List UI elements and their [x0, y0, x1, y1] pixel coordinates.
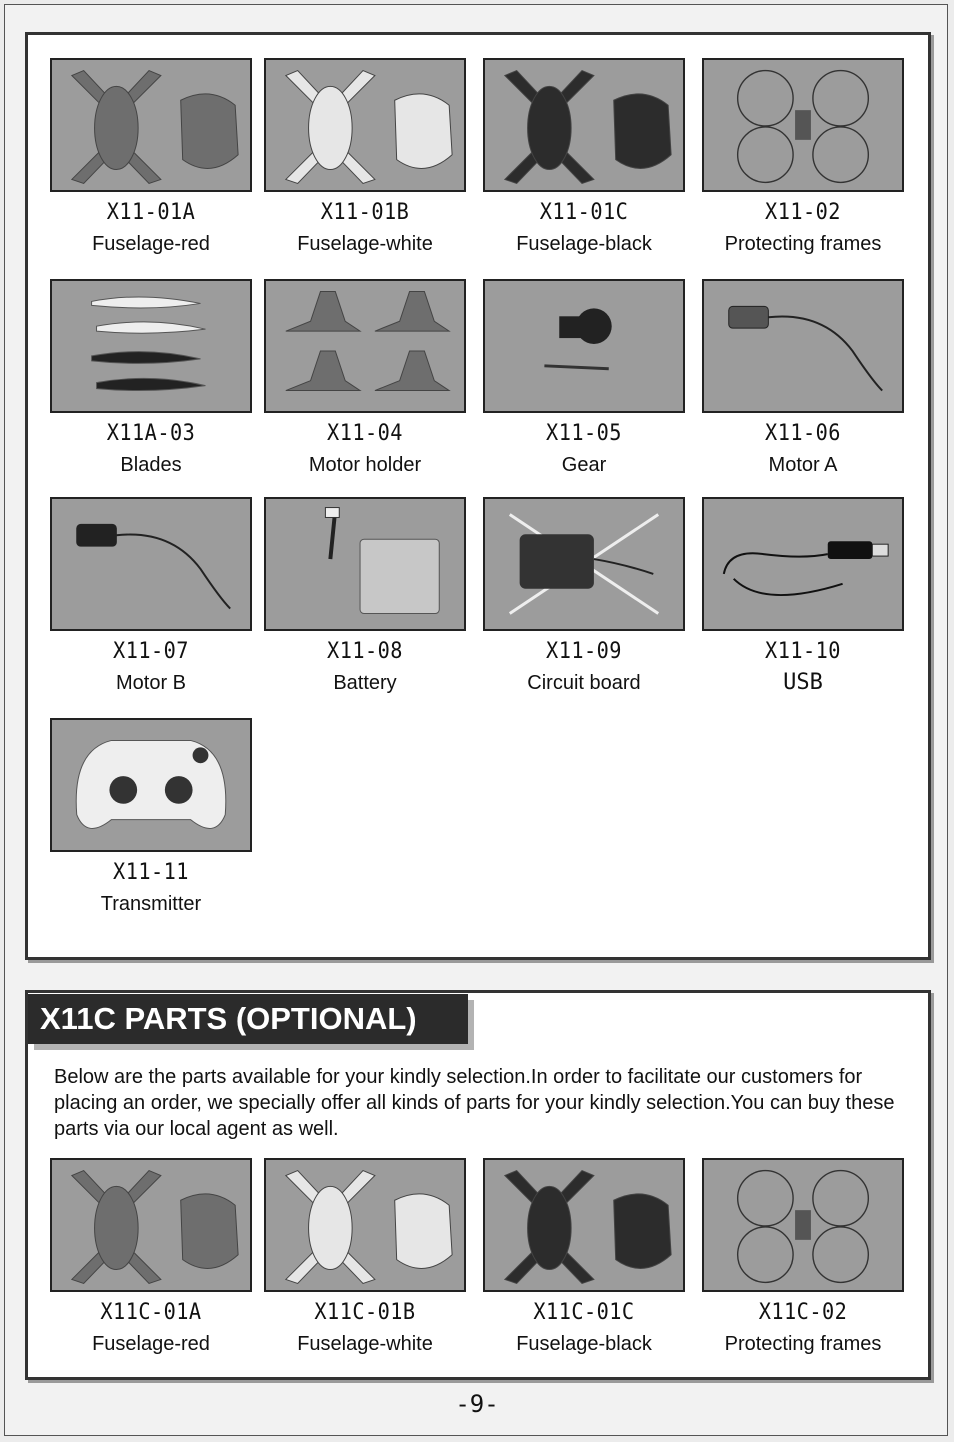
part-item [50, 279, 252, 477]
part-item [50, 58, 252, 256]
part-label: Fuselage-black [516, 1333, 652, 1355]
part-label: Motor B [115, 672, 187, 694]
part-code: X11-06 [765, 421, 841, 446]
part-code: X11-10 [765, 639, 841, 664]
part-item [483, 497, 685, 695]
part-code: X11-07 [113, 639, 189, 664]
part-item [50, 1158, 252, 1356]
part-item [702, 58, 904, 256]
part-photo [50, 497, 252, 631]
part-code: X11C-01C [533, 1300, 635, 1325]
part-photo [702, 58, 904, 192]
part-illustration [485, 281, 683, 411]
page-number: -9- [455, 1390, 499, 1418]
part-label: Gear [561, 454, 607, 476]
part-photo [50, 58, 252, 192]
part-label: Circuit board [527, 672, 641, 694]
part-item [264, 497, 466, 695]
part-code: X11-01B [320, 200, 410, 225]
part-illustration [266, 1160, 464, 1290]
part-illustration [52, 499, 250, 629]
part-code: X11-01A [106, 200, 196, 225]
part-code: X11-04 [327, 421, 403, 446]
part-code: X11-11 [113, 860, 189, 885]
part-label: USB [783, 670, 823, 695]
part-photo [264, 58, 466, 192]
part-photo [50, 1158, 252, 1292]
part-label: Blades [120, 454, 182, 476]
part-item [483, 279, 685, 477]
part-label: Fuselage-white [297, 1333, 433, 1355]
part-label: Protecting frames [724, 233, 882, 255]
optional-parts-title: X11C PARTS (OPTIONAL) [28, 994, 468, 1044]
part-photo [264, 497, 466, 631]
part-code: X11-02 [765, 200, 841, 225]
part-illustration [52, 60, 250, 190]
part-code: X11C-02 [758, 1300, 848, 1325]
part-item [264, 1158, 466, 1356]
part-code: X11C-01A [100, 1300, 202, 1325]
part-label: Fuselage-red [92, 1333, 210, 1355]
part-label: Fuselage-red [92, 233, 210, 255]
part-code: X11-01C [539, 200, 629, 225]
part-photo [483, 279, 685, 413]
part-photo [702, 1158, 904, 1292]
part-photo [483, 58, 685, 192]
part-item [264, 58, 466, 256]
part-illustration [704, 60, 902, 190]
part-item [702, 1158, 904, 1356]
part-code: X11-08 [327, 639, 403, 664]
part-item [50, 497, 252, 695]
part-photo [483, 1158, 685, 1292]
part-illustration [704, 281, 902, 411]
optional-parts-description: Below are the parts available for your kindly selection.In order to facilitate our customers for placing an order, we specially offer all kinds of parts for your kindly selection.You can buy these parts via our local agent as well. [54, 1066, 895, 1140]
part-label: Motor holder [308, 454, 422, 476]
part-photo [264, 279, 466, 413]
part-item [483, 58, 685, 256]
part-photo [702, 497, 904, 631]
part-illustration [52, 1160, 250, 1290]
part-illustration [485, 60, 683, 190]
part-label: Battery [333, 672, 397, 694]
part-illustration [266, 499, 464, 629]
part-item [702, 279, 904, 477]
part-photo [264, 1158, 466, 1292]
part-code: X11C-01B [314, 1300, 416, 1325]
part-photo [50, 718, 252, 852]
part-illustration [266, 60, 464, 190]
part-code: X11A-03 [106, 421, 196, 446]
part-illustration [485, 499, 683, 629]
part-label: Fuselage-black [516, 233, 652, 255]
part-item [702, 497, 904, 695]
part-illustration [704, 499, 902, 629]
part-code: X11-09 [546, 639, 622, 664]
part-illustration [52, 720, 250, 850]
part-code: X11-05 [546, 421, 622, 446]
part-label: Motor A [768, 454, 838, 476]
part-photo [702, 279, 904, 413]
part-photo [483, 497, 685, 631]
part-photo [50, 279, 252, 413]
part-label: Protecting frames [724, 1333, 882, 1355]
part-label: Fuselage-white [297, 233, 433, 255]
part-illustration [485, 1160, 683, 1290]
part-illustration [704, 1160, 902, 1290]
part-label: Transmitter [100, 893, 202, 915]
part-illustration [266, 281, 464, 411]
part-illustration [52, 281, 250, 411]
part-item [483, 1158, 685, 1356]
part-item [264, 279, 466, 477]
part-item [50, 718, 252, 916]
